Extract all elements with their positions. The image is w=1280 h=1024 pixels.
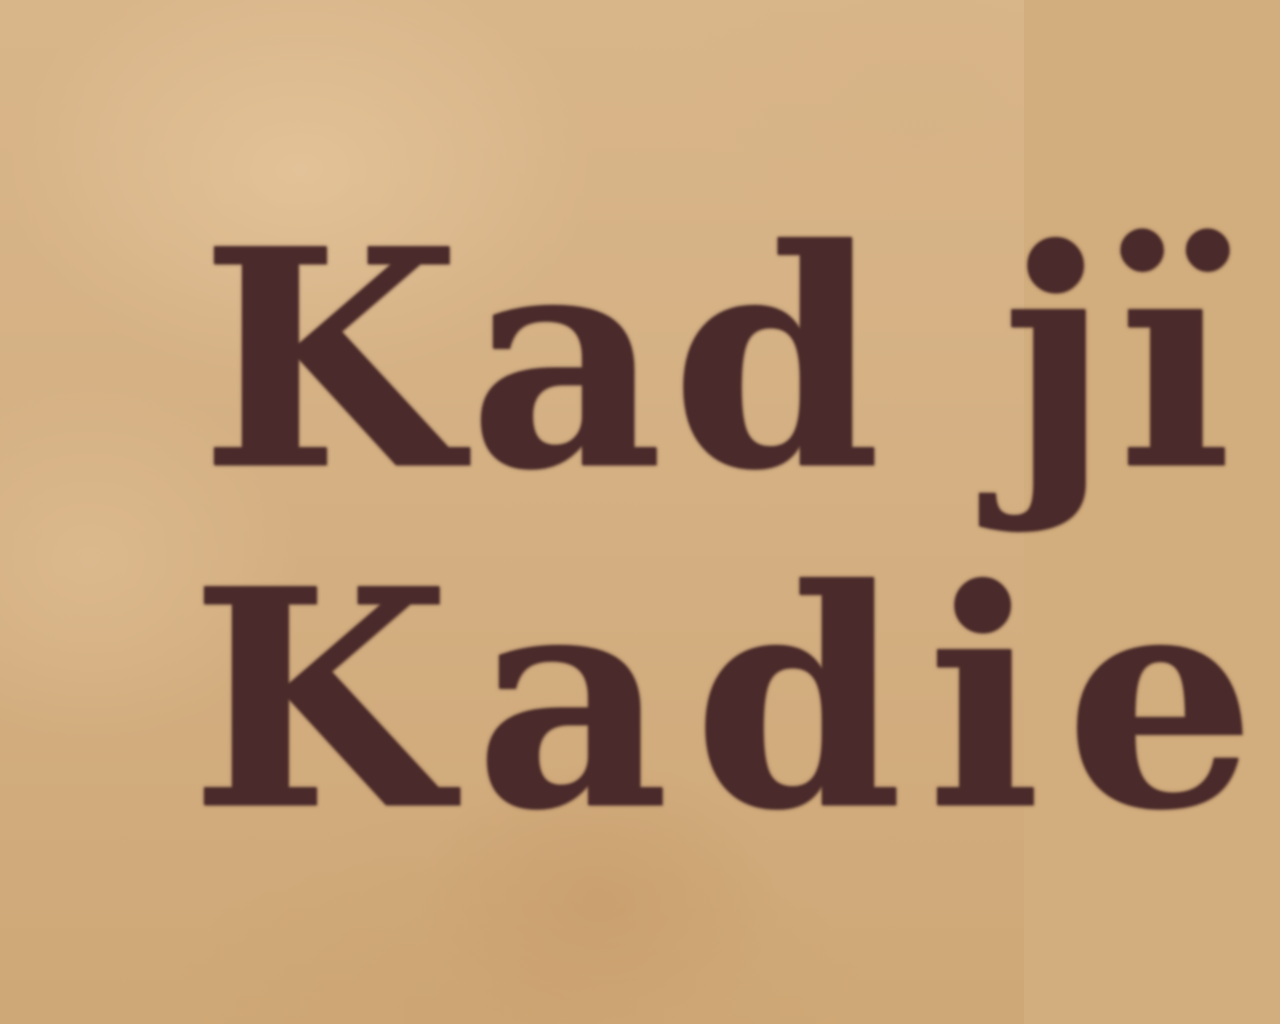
text-line-2: Kadie <box>190 523 1280 876</box>
text-line-1: Kad jï <box>200 183 1240 536</box>
